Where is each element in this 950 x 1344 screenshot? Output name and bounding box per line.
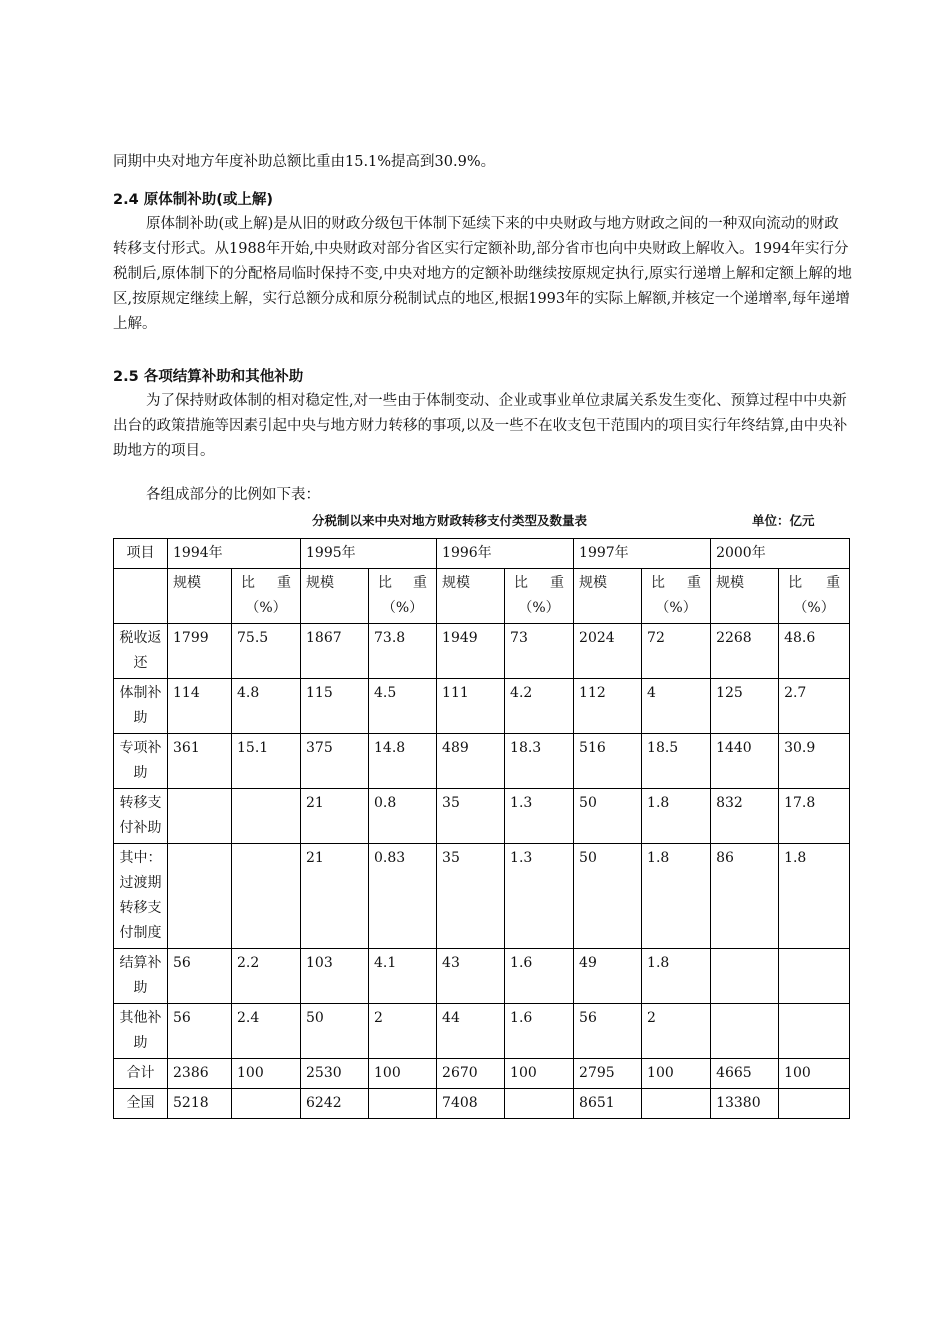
cell-ratio: 1.3 xyxy=(505,789,574,844)
cell-scale: 361 xyxy=(168,734,232,789)
cell-ratio xyxy=(232,1089,301,1119)
cell-scale: 1440 xyxy=(711,734,779,789)
cell-ratio: 0.8 xyxy=(369,789,437,844)
subheader-scale: 规模 xyxy=(574,569,642,624)
cell-ratio: 73.8 xyxy=(369,624,437,679)
table-row xyxy=(114,1089,850,1119)
subheader-ratio: 比 重 （%） xyxy=(642,569,711,624)
cell-ratio: 2 xyxy=(642,1004,711,1059)
cell-scale: 114 xyxy=(168,679,232,734)
row-label: 全国 xyxy=(114,1089,168,1119)
cell-ratio xyxy=(505,1089,574,1119)
cell-scale: 50 xyxy=(574,789,642,844)
cell-ratio: 17.8 xyxy=(779,789,850,844)
cell-scale: 832 xyxy=(711,789,779,844)
cell-scale: 5218 xyxy=(168,1089,232,1119)
cell-ratio: 4.8 xyxy=(232,679,301,734)
row-label: 其中：过渡期转移支付制度 xyxy=(114,844,168,949)
cell-ratio xyxy=(642,1089,711,1119)
row-label: 其他补助 xyxy=(114,1004,168,1059)
cell-scale: 2670 xyxy=(437,1059,505,1089)
table-row xyxy=(114,624,850,679)
cell-ratio: 18.3 xyxy=(505,734,574,789)
cell-ratio xyxy=(779,949,850,1004)
cell-scale: 111 xyxy=(437,679,505,734)
cell-scale: 2268 xyxy=(711,624,779,679)
cell-ratio: 30.9 xyxy=(779,734,850,789)
paragraph-original-system: 原体制补助(或上解)是从旧的财政分级包干体制下延续下来的中央财政与地方财政之间的一种双向流动的财政转移支付形式。从1988年开始,中央财政对部分省区实行定额补助,部分省市也向中央财政上解收入。1994年实行分税制后,原体制下的分配格局临时保持不变,中央对地方的定额补助继续按原规定执行,原实行递增上解和定额上解的地区,按原规定继续上解，实行总额分成和原分税制试点的地区,根据1993年的实际上解额,并核定一个递增率,每年递增上解。 xyxy=(113,216,852,332)
cell-ratio: 48.6 xyxy=(779,624,850,679)
row-label: 专项补助 xyxy=(114,734,168,789)
subheader-ratio: 比 重 （%） xyxy=(232,569,301,624)
header-year: 1997年 xyxy=(574,539,711,569)
subheader-blank xyxy=(114,569,168,624)
cell-scale xyxy=(168,844,232,949)
row-label: 结算补助 xyxy=(114,949,168,1004)
section-heading-2-5: 2.5 各项结算补助和其他补助 xyxy=(113,369,304,385)
cell-scale: 50 xyxy=(301,1004,369,1059)
cell-ratio: 100 xyxy=(642,1059,711,1089)
section-heading-2-4: 2.4 原体制补助(或上解) xyxy=(113,192,273,208)
cell-scale: 516 xyxy=(574,734,642,789)
cell-scale: 49 xyxy=(574,949,642,1004)
header-year: 1995年 xyxy=(301,539,437,569)
table-row xyxy=(114,949,850,1004)
subheader-scale: 规模 xyxy=(168,569,232,624)
cell-scale: 8651 xyxy=(574,1089,642,1119)
cell-scale: 35 xyxy=(437,844,505,949)
cell-scale: 21 xyxy=(301,844,369,949)
cell-scale: 6242 xyxy=(301,1089,369,1119)
table-unit: 单位：亿元 xyxy=(752,513,815,528)
cell-scale: 86 xyxy=(711,844,779,949)
cell-scale: 489 xyxy=(437,734,505,789)
cell-scale: 4665 xyxy=(711,1059,779,1089)
cell-ratio xyxy=(779,1004,850,1059)
table-row xyxy=(114,844,850,949)
table-row xyxy=(114,1004,850,1059)
table-row xyxy=(114,734,850,789)
cell-scale: 2386 xyxy=(168,1059,232,1089)
row-label: 转移支付补助 xyxy=(114,789,168,844)
cell-scale: 1867 xyxy=(301,624,369,679)
cell-ratio: 1.8 xyxy=(642,844,711,949)
subheader-ratio: 比 重 （%） xyxy=(505,569,574,624)
cell-scale: 2024 xyxy=(574,624,642,679)
cell-ratio: 100 xyxy=(505,1059,574,1089)
cell-ratio: 73 xyxy=(505,624,574,679)
row-label: 税收返还 xyxy=(114,624,168,679)
cell-scale: 13380 xyxy=(711,1089,779,1119)
cell-scale: 1799 xyxy=(168,624,232,679)
cell-scale: 1949 xyxy=(437,624,505,679)
cell-ratio: 14.8 xyxy=(369,734,437,789)
cell-ratio: 4.5 xyxy=(369,679,437,734)
subheader-scale: 规模 xyxy=(301,569,369,624)
table-subheader-row xyxy=(114,569,850,624)
cell-scale: 35 xyxy=(437,789,505,844)
cell-ratio: 4 xyxy=(642,679,711,734)
header-item: 项目 xyxy=(114,539,168,569)
cell-ratio: 1.3 xyxy=(505,844,574,949)
cell-ratio: 100 xyxy=(232,1059,301,1089)
transfer-payment-table xyxy=(113,538,850,1119)
header-year: 1994年 xyxy=(168,539,301,569)
cell-ratio: 100 xyxy=(779,1059,850,1089)
cell-ratio xyxy=(232,789,301,844)
table-row xyxy=(114,1059,850,1089)
cell-scale xyxy=(711,949,779,1004)
cell-scale: 375 xyxy=(301,734,369,789)
table-header-row xyxy=(114,539,850,569)
cell-ratio: 1.6 xyxy=(505,949,574,1004)
header-year: 2000年 xyxy=(711,539,850,569)
cell-ratio: 1.6 xyxy=(505,1004,574,1059)
cell-scale xyxy=(168,789,232,844)
subheader-scale: 规模 xyxy=(711,569,779,624)
cell-ratio: 18.5 xyxy=(642,734,711,789)
cell-ratio: 1.8 xyxy=(642,789,711,844)
cell-scale: 21 xyxy=(301,789,369,844)
cell-scale: 56 xyxy=(574,1004,642,1059)
subheader-scale: 规模 xyxy=(437,569,505,624)
cell-ratio: 15.1 xyxy=(232,734,301,789)
paragraph-settlement: 为了保持财政体制的相对稳定性,对一些由于体制变动、企业或事业单位隶属关系发生变化、预算过程中中央新出台的政策措施等因素引起中央与地方财力转移的事项,以及一些不在收支包干范围内的项目实行年终结算,由中央补助地方的项目。 xyxy=(113,393,848,459)
row-label: 体制补助 xyxy=(114,679,168,734)
cell-ratio: 1.8 xyxy=(642,949,711,1004)
row-label: 合计 xyxy=(114,1059,168,1089)
table-title: 分税制以来中央对地方财政转移支付类型及数量表 xyxy=(312,513,588,528)
cell-ratio: 2 xyxy=(369,1004,437,1059)
table-row xyxy=(114,679,850,734)
cell-ratio: 2.7 xyxy=(779,679,850,734)
paragraph-intro: 同期中央对地方年度补助总额比重由15.1%提高到30.9%。 xyxy=(113,154,496,170)
subheader-ratio: 比 重 （%） xyxy=(779,569,850,624)
cell-scale: 56 xyxy=(168,949,232,1004)
cell-ratio: 72 xyxy=(642,624,711,679)
subheader-ratio: 比 重 （%） xyxy=(369,569,437,624)
cell-scale: 2795 xyxy=(574,1059,642,1089)
paragraph-table-intro: 各组成部分的比例如下表： xyxy=(146,487,320,503)
cell-ratio xyxy=(369,1089,437,1119)
cell-scale: 103 xyxy=(301,949,369,1004)
cell-ratio: 2.4 xyxy=(232,1004,301,1059)
cell-scale: 56 xyxy=(168,1004,232,1059)
cell-scale: 2530 xyxy=(301,1059,369,1089)
cell-scale: 115 xyxy=(301,679,369,734)
cell-ratio xyxy=(232,844,301,949)
cell-ratio: 75.5 xyxy=(232,624,301,679)
cell-ratio: 4.2 xyxy=(505,679,574,734)
cell-scale: 44 xyxy=(437,1004,505,1059)
table-row xyxy=(114,789,850,844)
cell-ratio: 100 xyxy=(369,1059,437,1089)
cell-scale: 112 xyxy=(574,679,642,734)
cell-ratio: 2.2 xyxy=(232,949,301,1004)
cell-scale xyxy=(711,1004,779,1059)
cell-scale: 43 xyxy=(437,949,505,1004)
cell-scale: 7408 xyxy=(437,1089,505,1119)
cell-scale: 50 xyxy=(574,844,642,949)
cell-ratio: 1.8 xyxy=(779,844,850,949)
cell-ratio: 0.83 xyxy=(369,844,437,949)
header-year: 1996年 xyxy=(437,539,574,569)
cell-ratio xyxy=(779,1089,850,1119)
cell-ratio: 4.1 xyxy=(369,949,437,1004)
cell-scale: 125 xyxy=(711,679,779,734)
